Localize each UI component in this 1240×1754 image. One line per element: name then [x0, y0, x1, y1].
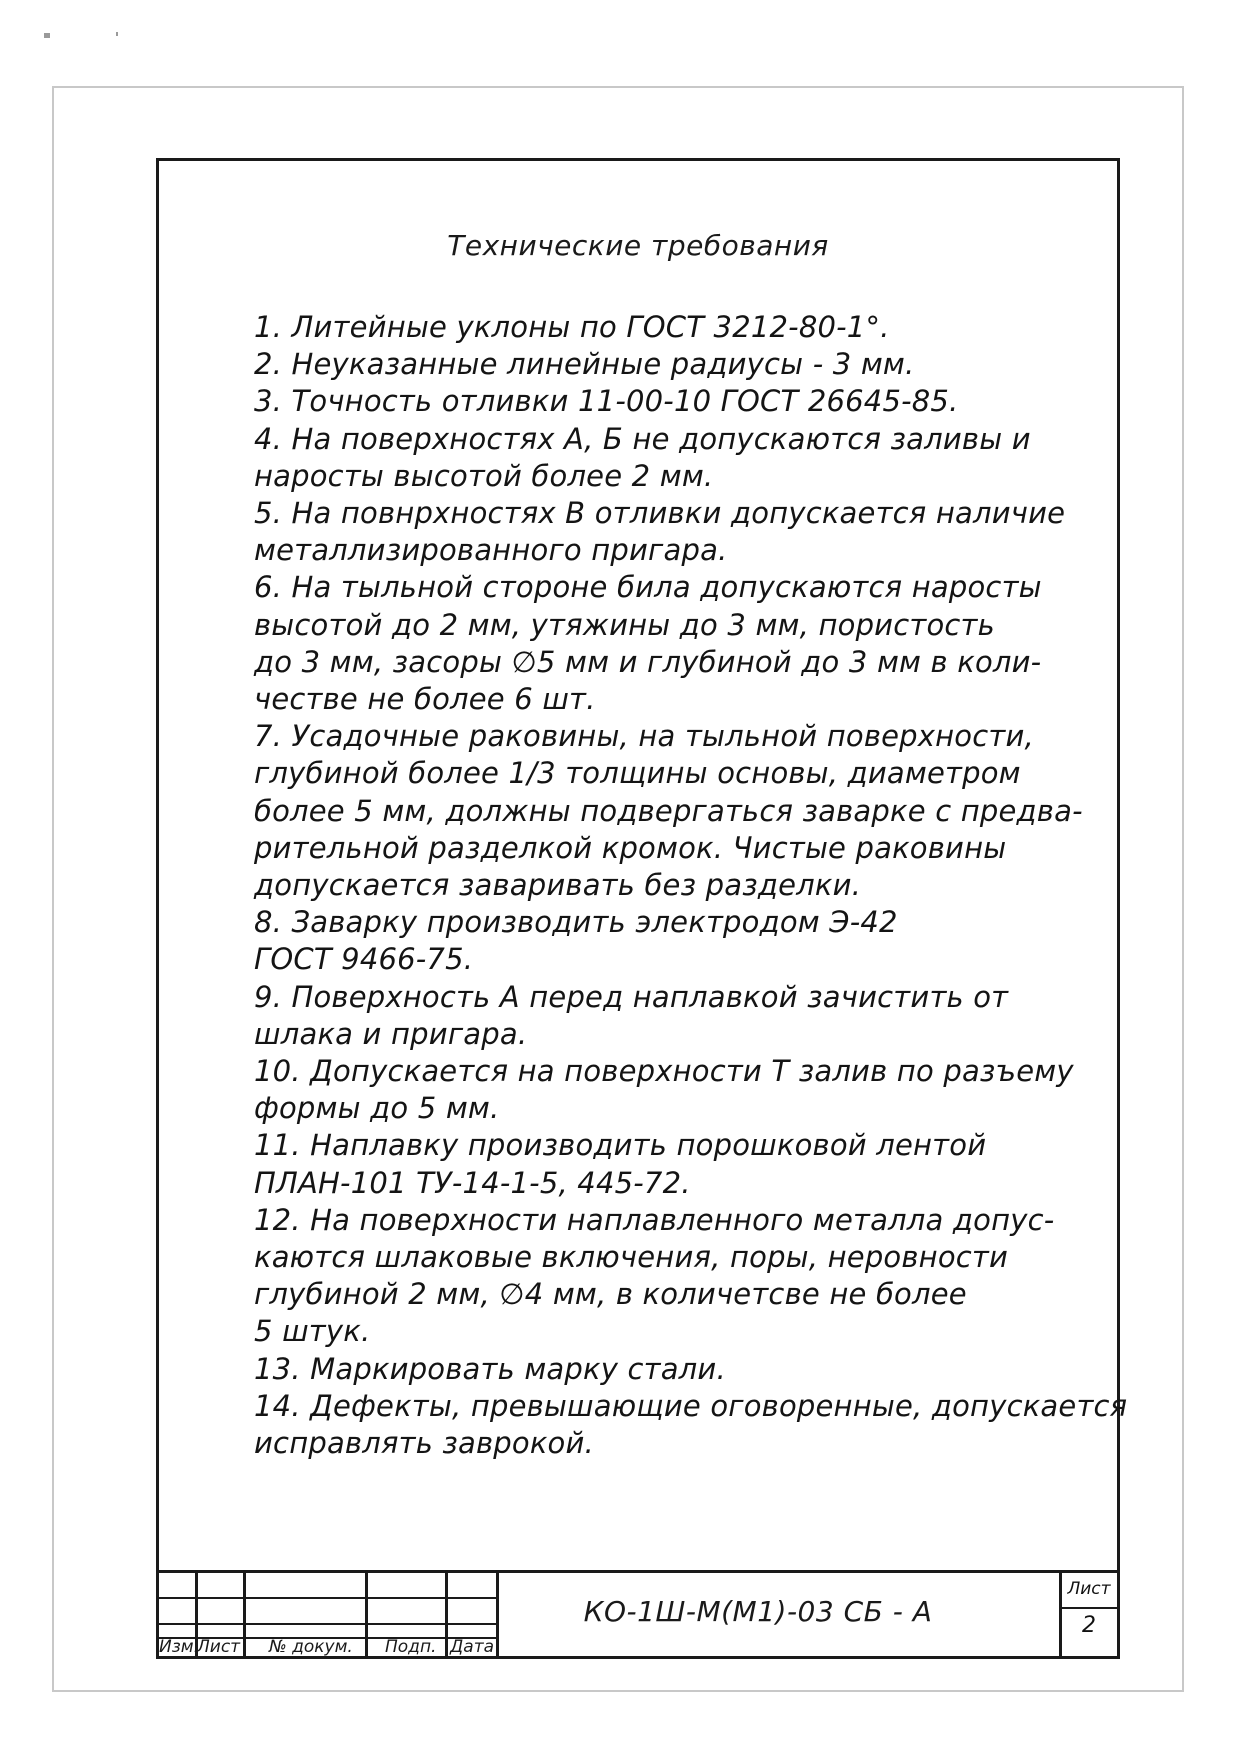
requirement-line: 8. Заварку производить электродом Э-42	[254, 905, 898, 940]
requirement-line: 13. Маркировать марку стали.	[254, 1351, 726, 1386]
requirement-line: исправлять заврокой.	[254, 1426, 594, 1461]
requirement-line: 9. Поверхность А перед наплавкой зачистить от	[254, 979, 1009, 1014]
stamp-divider	[1059, 1573, 1062, 1656]
requirement-line: 5 штук.	[254, 1314, 371, 1349]
requirements-list	[254, 309, 1128, 1462]
scan-paper-edge	[52, 86, 1182, 88]
label-date: Дата	[450, 1637, 495, 1657]
stamp-divider	[243, 1573, 246, 1656]
requirement-line: более 5 мм, должны подвергаться заварке с предва-	[254, 793, 1083, 828]
requirement-line: высотой до 2 мм, утяжины до 3 мм, пористость	[254, 607, 995, 642]
requirement-line: 5. На повнрхностях В отливки допускается наличие	[254, 496, 1066, 531]
stamp-divider	[159, 1623, 496, 1625]
scan-paper-edge	[1182, 86, 1184, 1692]
title-block	[159, 1570, 1117, 1656]
label-doc-number: № докум.	[269, 1637, 353, 1657]
requirement-line: 3. Точность отливки 11-00-10 ГОСТ 26645-85.	[254, 384, 959, 419]
stamp-divider	[159, 1597, 496, 1599]
requirement-line: ГОСТ 9466-75.	[254, 942, 474, 977]
requirement-line: до 3 мм, засоры ∅5 мм и глубиной до 3 мм в коли-	[254, 644, 1042, 679]
requirement-line: 4. На поверхностях А, Б не допускаются заливы и	[254, 421, 1031, 456]
requirement-line: 6. На тыльной стороне била допускаются наросты	[254, 570, 1042, 605]
document-designation: КО-1Ш-М(М1)-03 СБ - А	[583, 1595, 933, 1628]
scan-paper-edge	[52, 86, 54, 1692]
drawing-frame	[156, 158, 1128, 1659]
requirement-line: 2. Неуказанные линейные радиусы - 3 мм.	[254, 347, 915, 382]
requirement-line: честве не более 6 шт.	[254, 682, 596, 717]
requirement-line: шлака и пригара.	[254, 1016, 528, 1051]
requirement-line: рительной разделкой кромок. Чистые раковины	[254, 830, 1007, 865]
requirement-line: 7. Усадочные раковины, на тыльной поверхности,	[254, 719, 1034, 754]
requirement-line: 11. Наплавку производить порошковой лентой	[254, 1128, 987, 1163]
stamp-divider	[496, 1573, 499, 1656]
scan-paper-edge	[52, 1690, 1182, 1692]
label-list: Лист	[197, 1637, 241, 1657]
requirement-line: 12. На поверхности наплавленного металла допус-	[254, 1202, 1055, 1237]
requirement-line: формы до 5 мм.	[254, 1091, 500, 1126]
requirement-line: наросты высотой более 2 мм.	[254, 458, 714, 493]
requirement-line: глубиной 2 мм, ∅4 мм, в количетсве не более	[254, 1277, 967, 1312]
requirement-line: каются шлаковые включения, поры, неровности	[254, 1240, 1009, 1275]
sheet-label: Лист	[1067, 1579, 1111, 1599]
requirement-line: ПЛАН-101 ТУ-14-1-5, 445-72.	[254, 1165, 691, 1200]
requirement-line: металлизированного пригара.	[254, 533, 728, 568]
label-signature: Подп.	[385, 1637, 437, 1657]
stamp-divider	[445, 1573, 448, 1656]
requirement-line: глубиной более 1/3 толщины основы, диаметром	[254, 756, 1021, 791]
label-izm: Изм.	[159, 1637, 199, 1657]
page-title: Технические требования	[447, 229, 829, 262]
stamp-divider	[1062, 1607, 1117, 1609]
sheet-number: 2	[1082, 1613, 1096, 1638]
requirement-line: допускается заваривать без разделки.	[254, 868, 862, 903]
scan-dot	[116, 32, 118, 36]
scan-dot	[44, 33, 50, 38]
requirement-line: 1. Литейные уклоны по ГОСТ 3212-80-1°.	[254, 310, 890, 344]
requirement-line: 10. Допускается на поверхности Т залив по разъему	[254, 1054, 1074, 1089]
requirement-line: 14. Дефекты, превышающие оговоренные, допускается	[254, 1388, 1128, 1423]
stamp-divider	[365, 1573, 368, 1656]
